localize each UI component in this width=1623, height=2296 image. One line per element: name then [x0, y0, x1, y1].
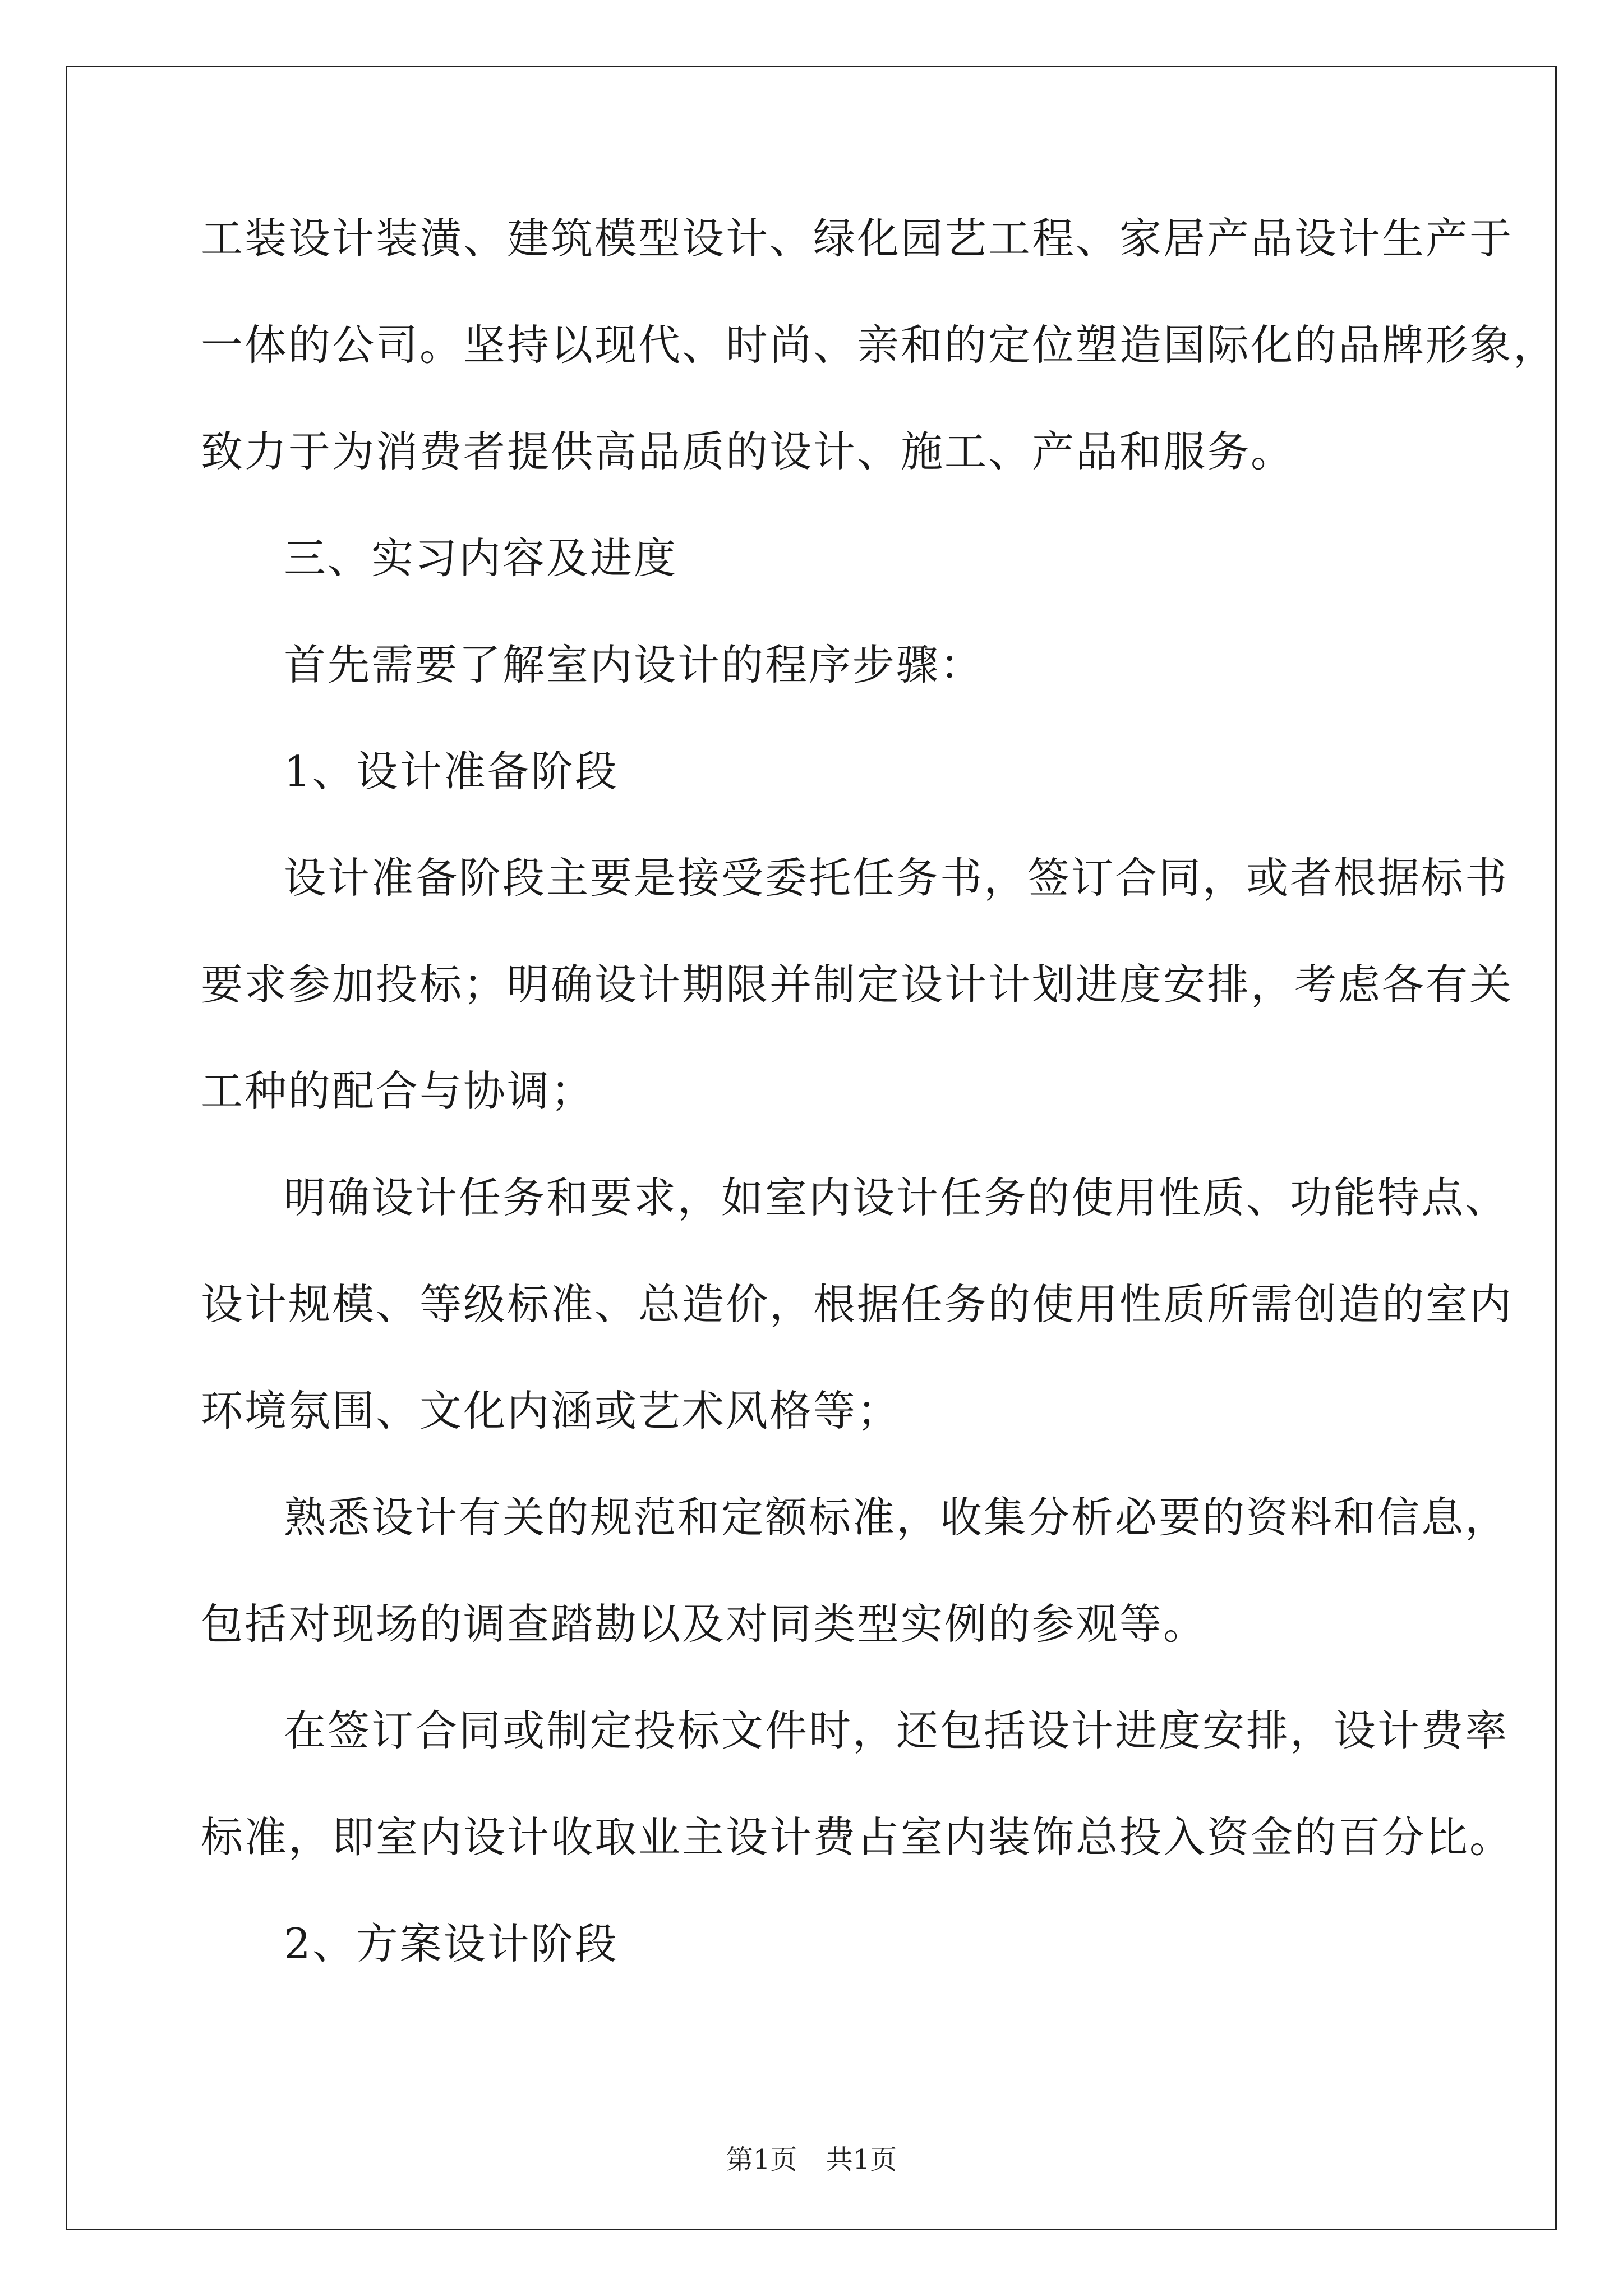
body-line: 一体的公司。坚持以现代、时尚、亲和的定位塑造国际化的品牌形象，	[201, 320, 1557, 370]
body-line: 工装设计装潢、建筑模型设计、绿化园艺工程、家居产品设计生产于	[201, 214, 1514, 263]
body-line: 设计准备阶段主要是接受委托任务书，签订合同，或者根据标书	[284, 853, 1509, 903]
section-heading: 三、实习内容及进度	[284, 533, 678, 583]
body-line: 环境氛围、文化内涵或艺术风格等；	[201, 1386, 901, 1435]
body-line: 明确设计任务和要求，如室内设计任务的使用性质、功能特点、	[284, 1173, 1509, 1222]
body-line: 包括对现场的调查踏勘以及对同类型实例的参观等。	[201, 1599, 1207, 1649]
body-line: 设计规模、等级标准、总造价，根据任务的使用性质所需创造的室内	[201, 1280, 1514, 1329]
body-line: 熟悉设计有关的规范和定额标准，收集分析必要的资料和信息，	[284, 1493, 1509, 1542]
body-line: 标准，即室内设计收取业主设计费占室内装饰总投入资金的百分比。	[201, 1812, 1514, 1862]
page-footer	[0, 2144, 1623, 2175]
subsection-heading: 2、方案设计阶段	[284, 1919, 619, 1968]
body-line: 致力于为消费者提供高品质的设计、施工、产品和服务。	[201, 427, 1295, 476]
subsection-heading: 1、设计准备阶段	[284, 747, 619, 796]
body-line: 首先需要了解室内设计的程序步骤：	[284, 640, 984, 689]
body-line: 要求参加投标；明确设计期限并制定设计计划进度安排，考虑各有关	[201, 960, 1514, 1009]
page-total: 共1页	[826, 2144, 897, 2175]
body-line: 在签订合同或制定投标文件时，还包括设计进度安排，设计费率	[284, 1706, 1509, 1755]
document-body	[201, 213, 1557, 2025]
body-line: 工种的配合与协调；	[201, 1066, 595, 1116]
page-current: 第1页	[726, 2144, 797, 2175]
